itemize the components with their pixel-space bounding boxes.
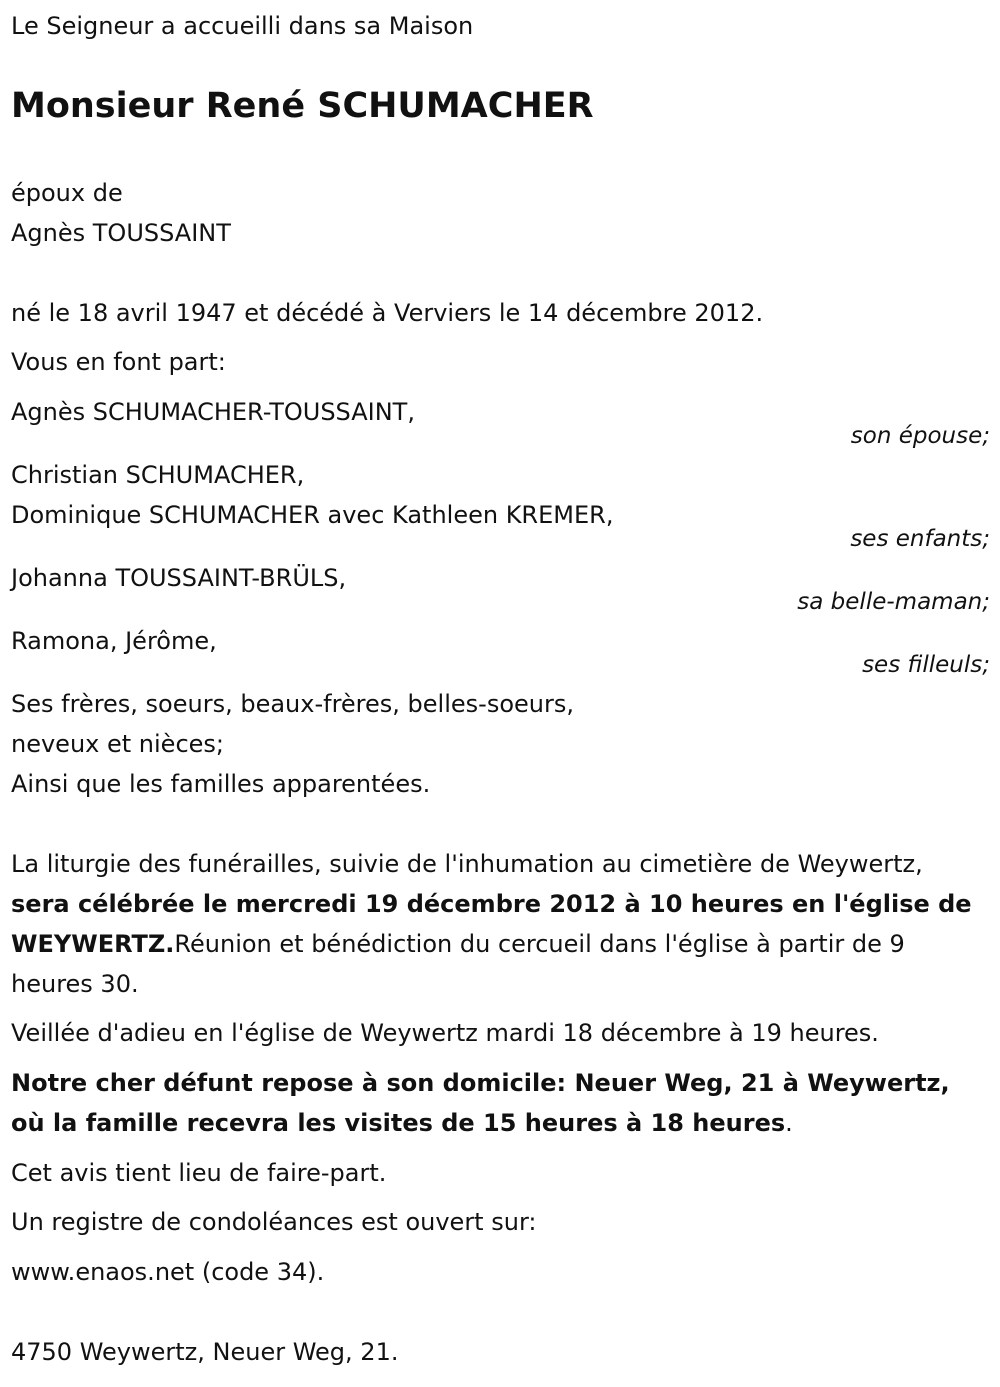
repose-bold-text: Notre cher défunt repose à son domicile: Neuer Weg, 21 à Weywertz, où la famille recevra les visites de 15 heures à 18 heures <box>11 1069 950 1137</box>
family-name: Dominique SCHUMACHER avec Kathleen KREMER, <box>11 501 614 529</box>
repose-paragraph <box>11 1063 986 1143</box>
page-title: Monsieur René SCHUMACHER <box>11 86 594 126</box>
announcers-intro: Vous en font part: <box>11 348 226 376</box>
family-name: Christian SCHUMACHER, <box>11 461 305 489</box>
repose-end: . <box>785 1109 793 1137</box>
family-name: Agnès SCHUMACHER-TOUSSAINT, <box>11 398 415 426</box>
funeral-text-end: Réunion et bénédiction du cercueil dans l'église à partir de 9 heures 30. <box>11 930 905 998</box>
family-role: sa belle-maman; <box>797 589 990 615</box>
relatives-line: Ainsi que les familles apparentées. <box>11 770 431 798</box>
family-role: ses filleuls; <box>862 652 990 678</box>
address-line: 4750 Weywertz, Neuer Weg, 21. <box>11 1338 399 1366</box>
spouse-name: Agnès TOUSSAINT <box>11 219 231 247</box>
relatives-line: neveux et nièces; <box>11 730 224 758</box>
vigil-line: Veillée d'adieu en l'église de Weywertz mardi 18 décembre à 19 heures. <box>11 1019 879 1047</box>
family-role: ses enfants; <box>850 526 990 552</box>
spouse-prefix: époux de <box>11 179 123 207</box>
funeral-bold-text: sera célébrée le mercredi 19 décembre 2012 à 10 heures en l'église de WEYWERTZ. <box>11 890 972 958</box>
intro-line: Le Seigneur a accueilli dans sa Maison <box>11 12 474 40</box>
register-intro: Un registre de condoléances est ouvert sur: <box>11 1208 537 1236</box>
notice-line: Cet avis tient lieu de faire-part. <box>11 1159 387 1187</box>
family-name: Johanna TOUSSAINT-BRÜLS, <box>11 564 347 592</box>
register-site: www.enaos.net (code 34). <box>11 1258 325 1286</box>
family-role: son épouse; <box>850 423 990 449</box>
family-name: Ramona, Jérôme, <box>11 627 217 655</box>
funeral-text: La liturgie des funérailles, suivie de l'inhumation au cimetière de Weywertz, <box>11 850 923 878</box>
funeral-paragraph <box>11 844 986 1004</box>
relatives-line: Ses frères, soeurs, beaux-frères, belles-soeurs, <box>11 690 574 718</box>
birth-death-line: né le 18 avril 1947 et décédé à Verviers le 14 décembre 2012. <box>11 299 764 327</box>
